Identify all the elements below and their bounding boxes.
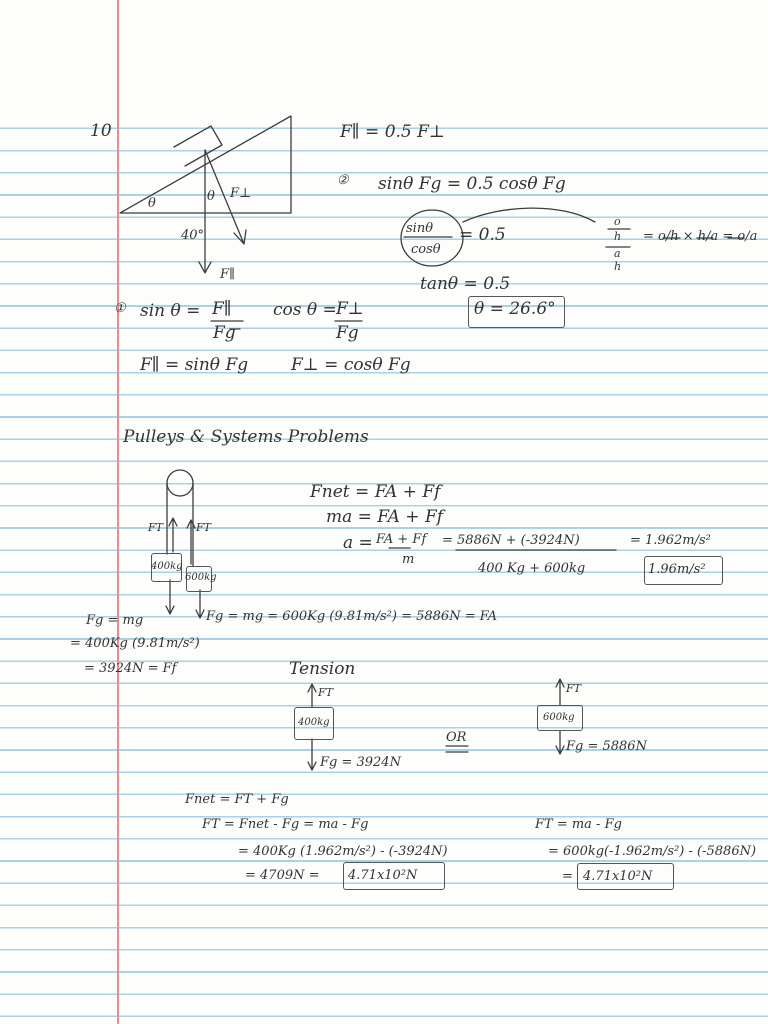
tension-right-fg: Fg = 5886N [566,739,647,754]
diagram-theta2-label: θ [207,189,215,204]
theta-answer: θ = 26.6° [474,299,556,319]
fnet-equation: Fnet = FA + Ff [310,482,441,502]
tension-right-answer-box [577,863,674,890]
pulley-ft-left: FT [148,521,163,534]
arrow-f-par [199,150,211,273]
fg-400kg-line3: = 3924N = Ff [84,661,177,676]
tension-boxed-left: 4.71x10²N [348,868,418,883]
a-numerator-values: = 5886N + (-3924N) [442,533,580,548]
fg-400kg-line1: Fg = mg [86,613,144,628]
tension-calc-line1: = 400Kg (1.962m/s²) - (-3924N) [238,844,448,859]
aside-fraction2-num: a [614,247,621,260]
cos-denominator: Fg [336,323,359,343]
ratio-numerator: sinθ [406,221,434,236]
tension-heading: Tension [289,659,356,679]
step2-equation: sinθ Fg = 0.5 cosθ Fg [378,174,566,194]
sin-numerator: F∥ [212,299,232,319]
pulleys-heading: Pulleys & Systems Problems [123,427,369,447]
tension-boxed-right: 4.71x10²N [583,869,653,884]
tension-block-600kg-label: 600kg [543,712,575,723]
diagram-angle-label: 40° [181,228,205,243]
tension-right-ft-equation: FT = ma - Fg [535,817,622,832]
tension-fnet-equation: Fnet = FT + Fg [185,792,289,807]
ratio-denominator: cosθ [411,242,441,257]
sin-denominator: Fg [213,323,236,343]
pulley-wheel [167,470,193,496]
ma-equation: ma = FA + Ff [326,507,444,527]
step1-label: ① [114,301,126,316]
given-equation: F∥ = 0.5 F⊥ [340,122,445,142]
fperp-equation: F⊥ = cosθ Fg [291,355,411,375]
problem-number: 10 [90,121,112,141]
aside-simplification: = o/h × h/a = o/a [643,229,758,244]
a-result: = 1.962m/s² [630,533,711,548]
incline-block [174,126,222,166]
tension-calc-line2: = 4709N = [245,868,320,883]
or-label: OR [446,730,467,745]
fpar-equation: F∥ = sinθ Fg [140,355,249,375]
cos-definition: cos θ = [273,300,337,320]
tension-left-ft: FT [318,686,333,699]
a-answer-box [644,556,723,585]
fg-600kg-equation: Fg = mg = 600Kg (9.81m/s²) = 5886N = FA [206,609,498,624]
diagram-theta-label: θ [148,196,156,211]
tension-right-calc-line2: = [562,869,573,884]
diagram-fperp-label: F⊥ [230,186,252,201]
ratio-equals: = 0.5 [459,225,506,245]
theta-answer-box [468,296,565,328]
tension-right-ft: FT [566,682,581,695]
aside-fraction2-den: h [614,260,622,273]
tan-equation: tanθ = 0.5 [420,274,511,294]
fg-400kg-line2: = 400Kg (9.81m/s²) [70,636,200,651]
tension-ft-equation: FT = Fnet - Fg = ma - Fg [202,817,369,832]
a-denominator-values: 400 Kg + 600kg [478,561,586,576]
tension-left-fg: Fg = 3924N [320,755,401,770]
block-400kg-label: 400kg [151,561,183,572]
tension-block-400kg-label: 400kg [298,717,330,728]
sin-definition: sin θ = [140,301,201,321]
tension-right-calc-line1: = 600kg(-1.962m/s²) - (-5886N) [548,844,757,859]
ratio-connector [463,208,595,222]
or-underline [446,746,468,752]
tension-left-answer-box [343,862,445,890]
aside-fraction1-den: h [614,230,622,243]
fraction-bars-2 [389,548,616,550]
cos-numerator: F⊥ [336,299,364,319]
a-lhs: a = [343,533,373,553]
step2-label: ② [337,173,349,188]
aside-fraction1-num: o [614,215,621,228]
a-denominator: m [402,552,415,567]
block-600kg-label: 600kg [185,572,217,583]
diagram-fpar-label: F∥ [220,267,236,282]
a-boxed-answer: 1.96m/s² [648,562,706,577]
a-numerator: FA + Ff [376,532,427,547]
ratio-circle [401,210,463,266]
pulley-ft-right: FT [196,521,211,534]
